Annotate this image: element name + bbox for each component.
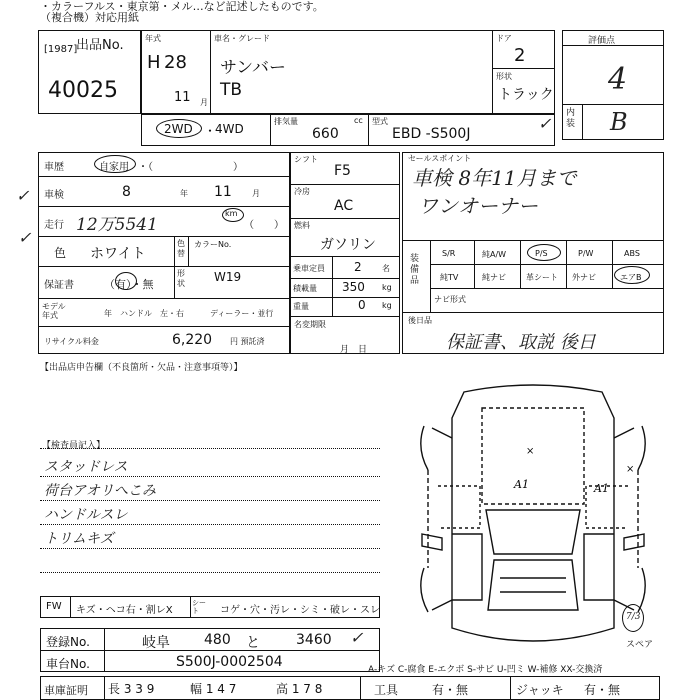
check-mark-inspection: ✓ [16, 186, 30, 205]
recycle-unit: 円 預託済 [230, 337, 265, 346]
load-unit: kg [382, 283, 392, 292]
capacity-value: 2 [354, 260, 362, 274]
recycle-value: 6,220 [172, 332, 213, 348]
doors-value: 2 [514, 45, 526, 66]
shape-value: トラック [498, 87, 554, 103]
garage-label: 車庫証明 [44, 684, 88, 697]
spare-label: スペア [626, 640, 654, 650]
capacity-unit: 名 [382, 264, 390, 273]
sales-point-line1: 車検 8年11月まで [412, 166, 577, 190]
equip-navi: 純ナビ [482, 273, 506, 282]
capacity-label: 乗車定員 [293, 264, 325, 273]
fuel-label: 燃料 [294, 221, 310, 230]
year-month-unit: 月 [200, 98, 208, 107]
floor-label: FW [46, 601, 62, 612]
inspector-line-1: スタッドレス [44, 459, 128, 475]
equip-aw: 純A/W [482, 250, 507, 259]
model-year-label: モデル年式 [42, 302, 66, 320]
recycle-label: リサイクル料金 [44, 337, 99, 346]
mileage-paren: （ ） [244, 220, 284, 231]
year-month: 11 [174, 90, 191, 105]
inspection-month: 11 [214, 184, 232, 200]
garage-length: 長 3 3 9 [108, 682, 155, 696]
equip-ext-navi: 外ナビ [572, 273, 596, 282]
header-line1: ・カラーフルス・東京第・メル…など記述したものです。 [40, 0, 324, 13]
warranty-value: （有）・無 [104, 278, 154, 291]
exhibitor-notes-label: 【出品店申告欄（不良箇所・欠品・注意事項等）】 [40, 363, 243, 373]
model-year-handle: 年 ハンドル 左・右 [104, 309, 184, 318]
header-line2: （複合機）対応用紙 [40, 11, 139, 24]
garage-width: 幅 1 4 7 [190, 682, 237, 696]
check-mark-model: ✓ [538, 114, 552, 133]
interior-value: B [610, 108, 628, 136]
weight-label: 重量 [293, 302, 309, 311]
history-rest: ・（ ） [138, 162, 243, 173]
seat-label: シート [192, 599, 206, 615]
shift-value: F5 [334, 163, 351, 179]
diagram-mark-a1-bed: A1 [514, 478, 529, 491]
lot-stamp: [1987] [44, 44, 78, 55]
shape-label: 形状 [496, 72, 512, 81]
equip-abs: ABS [624, 249, 640, 258]
weight-value: 0 [358, 298, 366, 312]
equip-pw: P/W [578, 249, 594, 258]
sales-point-line2: ワンオーナー [418, 194, 538, 218]
history-label: 車歴 [44, 162, 64, 173]
color-code-label: カラーNo. [194, 240, 232, 249]
jack-value: 有・無 [584, 683, 621, 697]
warranty-label: 保証書 [44, 280, 74, 291]
model-label: 型式 [372, 117, 388, 126]
registration-label: 登録No. [46, 635, 90, 649]
mileage-unit: km [225, 209, 238, 218]
displacement-value: 660 [312, 126, 339, 142]
diagram-mark-right: × [626, 464, 635, 475]
equipment-label: 装備品 [410, 254, 420, 286]
lot-number: 40025 [48, 78, 118, 103]
color-code: W19 [214, 270, 242, 284]
drive-2wd: 2WD [164, 122, 193, 136]
tools-label: 工具 [374, 683, 399, 697]
equip-sr: S/R [442, 249, 456, 258]
later-value: 保証書、取説 後日 [446, 332, 596, 353]
mileage-label: 走行 [44, 220, 64, 231]
chassis-label: 車台No. [46, 657, 90, 671]
inspector-label: 【検査員記入】 [42, 441, 106, 451]
model-year-dealer: ディーラー・並行 [210, 309, 274, 318]
garage-height: 高 1 7 8 [276, 682, 323, 696]
rename-label: 名変期限 [294, 320, 326, 329]
displacement-unit: cc [354, 116, 363, 125]
inspection-year: 8 [122, 184, 131, 200]
floor-options: キズ・ヘコ右・割レX [76, 605, 173, 616]
doors-label: ドア [496, 34, 512, 43]
color-change-label: 色替 [177, 239, 185, 258]
left-table [38, 152, 290, 354]
load-label: 積載量 [293, 284, 317, 293]
model-value: EBD -S500J [392, 126, 471, 142]
registration-area: 岐阜 [142, 635, 170, 651]
equip-airbag: エアB [620, 273, 642, 282]
inspection-year-unit: 年 [180, 189, 188, 198]
inspector-line-2: 荷台アオリへこみ [44, 483, 156, 499]
grade-label: 評価点 [588, 36, 616, 46]
inspector-line-3: ハンドルスレ [44, 507, 128, 523]
damage-legend: A-キズ C-腐食 E-エクボ S-サビ U-凹ミ W-補修 XX-交換済 [368, 665, 603, 675]
year-value: 28 [164, 52, 187, 73]
lot-label: 出品No. [76, 38, 124, 53]
vehicle-name: サンバー [220, 58, 286, 78]
chassis-value: S500J-0002504 [176, 654, 283, 670]
check-mark-mileage: ✓ [18, 228, 32, 247]
diagram-mark-a1-side: A1 [594, 482, 609, 495]
spare-mark: 7/3 [626, 612, 641, 622]
warranty-shape-label: 形状 [177, 269, 185, 288]
ac-label: 冷房 [294, 187, 310, 196]
load-value: 350 [342, 280, 365, 294]
registration-class: 480 [204, 632, 231, 648]
year-label: 年式 [145, 34, 161, 43]
ac-value: AC [334, 198, 354, 214]
mileage-value: 12万5541 [76, 215, 158, 235]
vehicle-label: 車名・グレード [214, 34, 270, 43]
registration-number: 3460 [296, 632, 332, 648]
inspector-line-4: トリムキズ [44, 531, 114, 547]
equip-ps: P/S [535, 249, 548, 258]
tools-value: 有・無 [432, 683, 469, 697]
fuel-value: ガソリン [320, 237, 376, 253]
shift-label: シフト [294, 155, 318, 164]
displacement-label: 排気量 [274, 117, 298, 126]
color-label: 色 [54, 246, 67, 260]
equip-tv: 純TV [440, 273, 459, 282]
diagram-mark-bed: × [526, 446, 535, 457]
check-mark-registration: ✓ [350, 628, 364, 647]
later-label: 後日品 [408, 316, 432, 325]
history-value: 自家用 [99, 162, 129, 173]
sales-point-label: セールスポイント [408, 154, 472, 163]
registration-kana: と [246, 635, 260, 651]
color-value: ホワイト [90, 246, 146, 262]
jack-label: ジャッキ [516, 683, 564, 697]
equip-navi-type: ナビ形式 [434, 295, 466, 304]
inspection-month-unit: 月 [252, 189, 260, 198]
inspection-label: 車検 [44, 190, 64, 201]
seat-options: コゲ・穴・汚レ・シミ・破レ・スレ [220, 605, 380, 616]
interior-label: 内装 [566, 108, 576, 129]
rename-value: 月 日 [340, 345, 368, 355]
drive-4wd: 4WD [215, 122, 244, 136]
grade-score: 4 [608, 62, 628, 97]
equip-leather: 革シート [526, 273, 558, 282]
vehicle-grade: TB [220, 80, 243, 100]
weight-unit: kg [382, 301, 392, 310]
year-era: H [147, 52, 161, 73]
